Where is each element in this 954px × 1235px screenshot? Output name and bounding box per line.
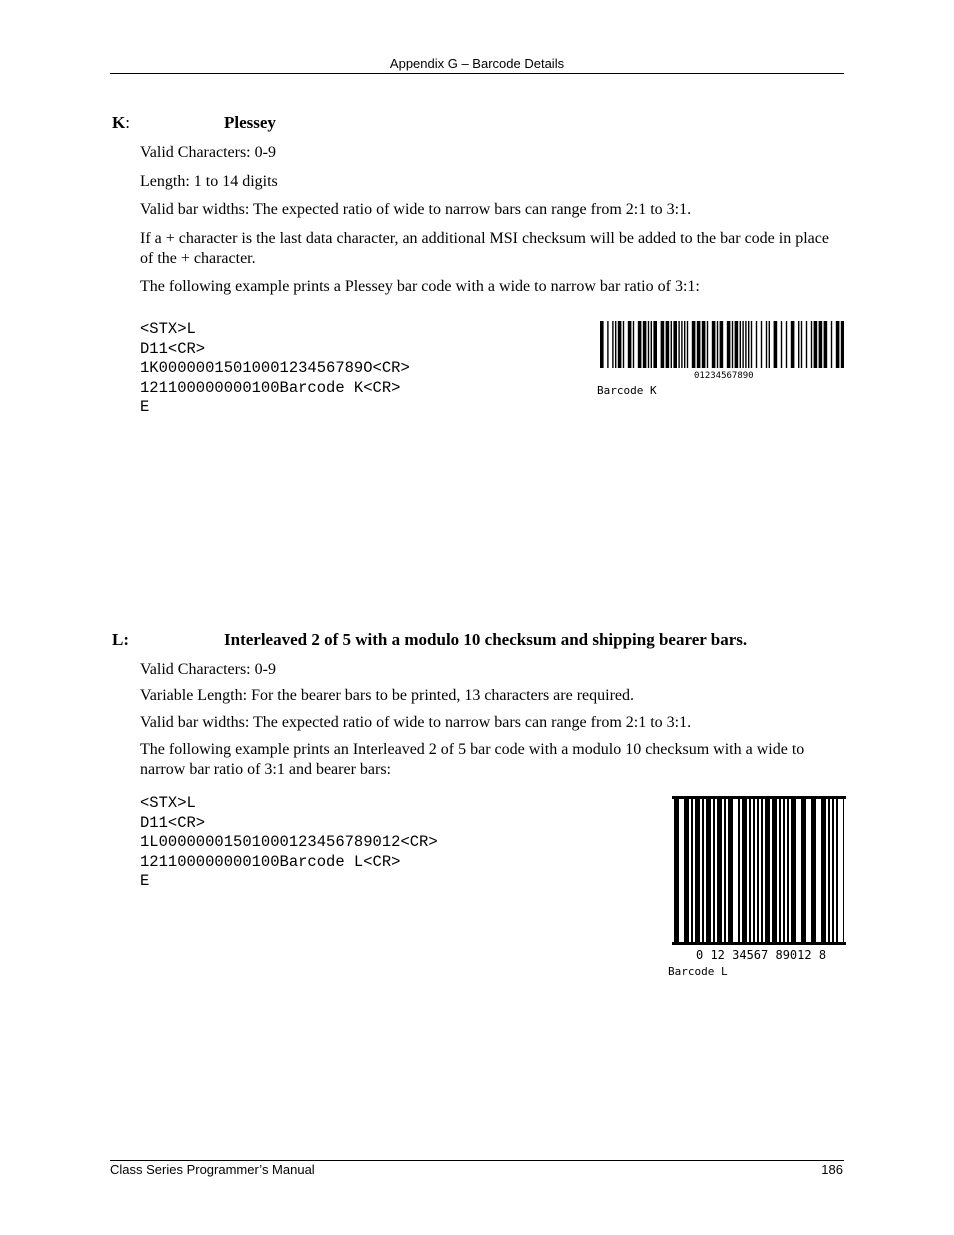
barcode-bar bbox=[821, 799, 826, 942]
barcode-bar bbox=[814, 321, 818, 368]
barcode-bar bbox=[717, 321, 718, 368]
barcode-bar bbox=[772, 799, 777, 942]
barcode-bar bbox=[836, 799, 838, 942]
barcode-bar bbox=[692, 321, 696, 368]
section-k-checksum-note: If a + character is the last data character, an additional MSI checksum will be added to the bar code in place of the + character. bbox=[140, 230, 829, 267]
barcode-bar bbox=[707, 321, 708, 368]
code-line: 121100000000100Barcode L<CR> bbox=[140, 852, 401, 871]
barcode-bar bbox=[678, 321, 679, 368]
barcode-bar bbox=[779, 799, 781, 942]
barcode-bar bbox=[697, 321, 701, 368]
barcode-bar bbox=[828, 799, 830, 942]
code-line: <STX>L bbox=[140, 794, 196, 812]
barcode-bar bbox=[783, 799, 785, 942]
section-k-example-intro: The following example prints a Plessey bar code with a wide to narrow bar ratio of 3:1: bbox=[140, 278, 700, 295]
barcode-bar bbox=[691, 799, 693, 942]
header-rule bbox=[110, 73, 844, 74]
code-line: E bbox=[140, 872, 150, 890]
barcode-bar bbox=[612, 321, 613, 368]
barcode-bar bbox=[751, 321, 752, 368]
barcode-l-bars bbox=[674, 799, 844, 942]
barcode-bar bbox=[774, 321, 778, 368]
section-k-code-block bbox=[140, 320, 410, 418]
barcode-bar bbox=[819, 321, 823, 368]
barcode-k-image bbox=[596, 318, 848, 400]
code-line: D11<CR> bbox=[140, 813, 206, 832]
barcode-l-bottom-bearer-bar bbox=[672, 942, 846, 945]
section-k-letter: K bbox=[112, 113, 126, 132]
barcode-bar bbox=[742, 799, 747, 942]
barcode-bar bbox=[732, 321, 733, 368]
barcode-l-digits: 0 12 34567 89012 8 bbox=[696, 948, 827, 962]
footer-manual-title: Class Series Programmer’s Manual bbox=[110, 1162, 315, 1177]
barcode-bar bbox=[671, 321, 672, 368]
barcode-bar bbox=[735, 321, 739, 368]
section-l-title: Interleaved 2 of 5 with a modulo 10 checksum and shipping bearer bars. bbox=[224, 630, 748, 649]
barcode-bar bbox=[615, 321, 616, 368]
code-line: 121100000000100Barcode K<CR> bbox=[140, 378, 401, 397]
barcode-bar bbox=[781, 321, 782, 368]
barcode-bar bbox=[757, 799, 759, 942]
page-header-title: Appendix G – Barcode Details bbox=[389, 56, 565, 71]
barcode-bar bbox=[786, 321, 787, 368]
barcode-k-bars bbox=[600, 321, 844, 368]
barcode-bar bbox=[673, 321, 677, 368]
barcode-bar bbox=[684, 799, 689, 942]
footer-rule bbox=[110, 1160, 844, 1161]
barcode-bar bbox=[824, 321, 828, 368]
barcode-l-top-bearer-bar bbox=[672, 796, 846, 799]
barcode-bar bbox=[648, 321, 649, 368]
barcode-bar bbox=[600, 321, 604, 368]
barcode-bar bbox=[791, 321, 795, 368]
barcode-bar bbox=[702, 321, 706, 368]
code-line: D11<CR> bbox=[140, 339, 206, 358]
barcode-bar bbox=[633, 321, 634, 368]
barcode-bar bbox=[687, 321, 688, 368]
barcode-bar bbox=[738, 799, 740, 942]
barcode-bar bbox=[832, 799, 834, 942]
barcode-bar bbox=[653, 321, 657, 368]
barcode-bar bbox=[724, 799, 726, 942]
barcode-bar bbox=[766, 321, 767, 368]
barcode-bar bbox=[618, 321, 622, 368]
barcode-bar bbox=[651, 321, 652, 368]
barcode-bar bbox=[607, 321, 608, 368]
section-l-letter: L bbox=[112, 630, 124, 649]
barcode-bar bbox=[717, 799, 722, 942]
code-line: 1K0000001501000123456789O<CR> bbox=[140, 359, 410, 377]
barcode-bar bbox=[748, 321, 749, 368]
barcode-bar bbox=[765, 799, 770, 942]
code-line: <STX>L bbox=[140, 320, 196, 338]
code-line: E bbox=[140, 398, 150, 416]
barcode-bar bbox=[674, 799, 679, 942]
section-l-valid-characters: Valid Characters: 0-9 bbox=[140, 661, 276, 678]
barcode-bar bbox=[745, 321, 746, 368]
code-line: 1L00000001501000123456789012<CR> bbox=[140, 833, 438, 851]
barcode-bar bbox=[740, 321, 741, 368]
barcode-bar bbox=[787, 799, 789, 942]
barcode-bar bbox=[831, 321, 832, 368]
barcode-bar bbox=[720, 321, 724, 368]
footer-page-number: 186 bbox=[821, 1162, 843, 1177]
barcode-bar bbox=[761, 321, 762, 368]
section-l-bar-widths: Valid bar widths: The expected ratio of wide to narrow bars can range from 2:1 to 3:1. bbox=[140, 714, 692, 731]
section-k-title: Plessey bbox=[224, 113, 276, 132]
barcode-bar bbox=[811, 321, 812, 368]
barcode-bar bbox=[695, 799, 700, 942]
barcode-bar bbox=[806, 321, 807, 368]
section-l-code-block bbox=[140, 794, 438, 892]
barcode-bar bbox=[643, 321, 647, 368]
barcode-bar bbox=[727, 321, 731, 368]
barcode-bar bbox=[706, 799, 711, 942]
barcode-bar bbox=[753, 799, 755, 942]
barcode-bar bbox=[684, 321, 685, 368]
barcode-bar bbox=[749, 799, 751, 942]
barcode-k-label: Barcode K bbox=[597, 384, 657, 397]
section-k-bar-widths: Valid bar widths: The expected ratio of wide to narrow bars can range from 2:1 to 3:1. bbox=[140, 201, 692, 218]
barcode-bar bbox=[843, 799, 844, 942]
barcode-bar bbox=[638, 321, 642, 368]
barcode-bar bbox=[761, 799, 763, 942]
barcode-bar bbox=[801, 321, 802, 368]
barcode-bar bbox=[769, 321, 770, 368]
barcode-bar bbox=[623, 321, 624, 368]
section-k-valid-characters: Valid Characters: 0-9 bbox=[140, 144, 276, 161]
barcode-k-digits: 01234567890 bbox=[694, 371, 754, 381]
barcode-l-image bbox=[666, 794, 850, 980]
barcode-bar bbox=[713, 799, 715, 942]
barcode-bar bbox=[728, 799, 733, 942]
barcode-bar bbox=[628, 321, 632, 368]
section-l-key: L: bbox=[112, 630, 130, 649]
barcode-bar bbox=[836, 321, 840, 368]
barcode-bar bbox=[702, 799, 704, 942]
section-l-variable-length: Variable Length: For the bearer bars to be printed, 13 characters are required. bbox=[140, 687, 634, 704]
barcode-bar bbox=[742, 321, 743, 368]
barcode-bar bbox=[841, 321, 844, 368]
barcode-bar bbox=[661, 321, 665, 368]
barcode-bar bbox=[798, 321, 799, 368]
barcode-bar bbox=[756, 321, 757, 368]
barcode-l-label: Barcode L bbox=[668, 965, 728, 978]
barcode-bar bbox=[681, 321, 682, 368]
section-l-example-intro: The following example prints an Interleaved 2 of 5 bar code with a modulo 10 checksum with a wide to narrow bar ratio of 3:1 and bearer bars: bbox=[140, 741, 805, 778]
barcode-bar bbox=[801, 799, 806, 942]
section-k-key: K: bbox=[112, 113, 130, 132]
barcode-bar bbox=[791, 799, 796, 942]
barcode-bar bbox=[712, 321, 716, 368]
barcode-bar bbox=[811, 799, 816, 942]
barcode-bar bbox=[666, 321, 670, 368]
section-k-length: Length: 1 to 14 digits bbox=[140, 173, 278, 190]
